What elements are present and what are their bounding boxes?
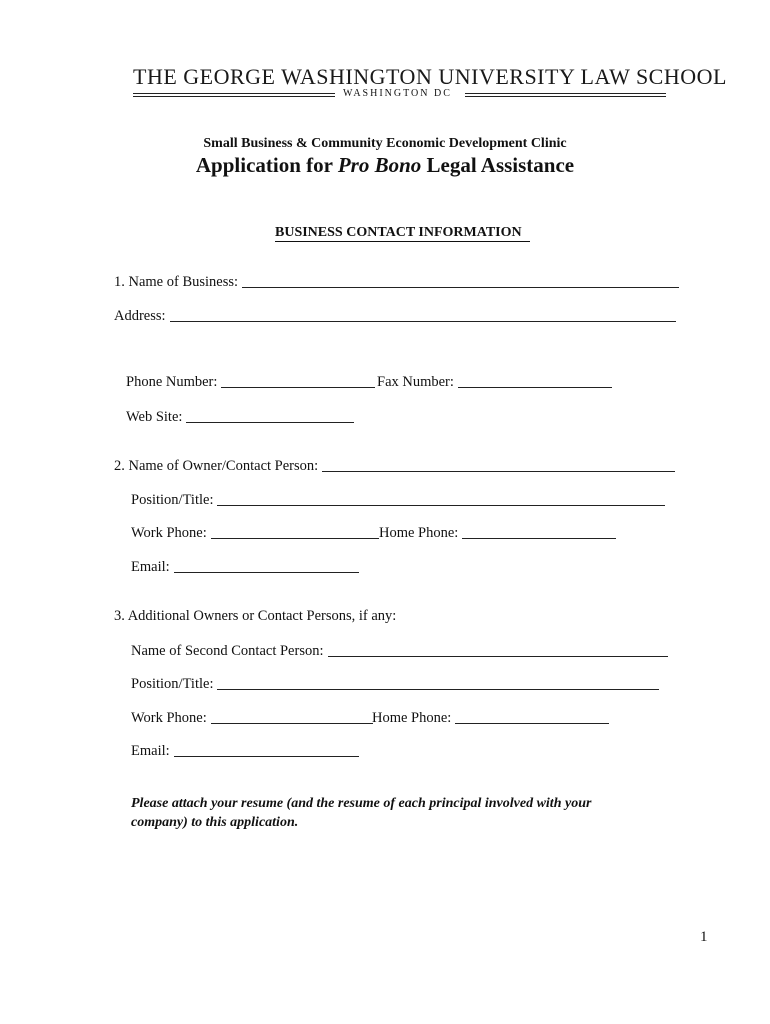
email-field-1[interactable] [131, 559, 359, 576]
clinic-name: Small Business & Community Economic Development Clinic [203, 136, 567, 151]
title-italic: Pro Bono [337, 153, 422, 177]
website-line[interactable] [186, 422, 354, 423]
email-label-1: Email: [131, 559, 170, 575]
address-field[interactable] [114, 308, 676, 325]
home-phone-field-1[interactable] [379, 525, 616, 542]
work-phone-field-2[interactable] [131, 710, 373, 727]
additional-contacts-heading [114, 608, 396, 625]
position-title-label-1: Position/Title: [131, 492, 214, 508]
second-contact-line[interactable] [328, 656, 668, 657]
home-phone-line-1[interactable] [462, 538, 616, 539]
address-label: Address: [114, 308, 166, 324]
work-phone-label-2: Work Phone: [131, 710, 207, 726]
additional-contacts-label: 3. Additional Owners or Contact Persons, if any: [114, 608, 397, 624]
address-line[interactable] [170, 321, 676, 322]
phone-label: Phone Number: [126, 374, 218, 390]
email-label-2: Email: [131, 743, 170, 759]
title-prefix: Application for [195, 153, 333, 177]
website-label: Web Site: [126, 409, 183, 425]
owner-contact-label: 2. Name of Owner/Contact Person: [114, 458, 319, 474]
work-phone-field-1[interactable] [131, 525, 379, 542]
title-suffix: Legal Assistance [426, 153, 575, 177]
email-line-1[interactable] [174, 572, 359, 573]
email-line-2[interactable] [174, 756, 359, 757]
position-title-field-2[interactable] [131, 676, 659, 693]
business-name-line[interactable] [242, 287, 679, 288]
page-number: 1 [700, 929, 708, 945]
second-contact-field[interactable] [131, 643, 668, 660]
letterhead-rule-left [133, 93, 335, 97]
letterhead-rule-right [465, 93, 666, 97]
letterhead-location: WASHINGTON DC [343, 88, 452, 99]
owner-contact-line[interactable] [322, 471, 675, 472]
email-field-2[interactable] [131, 743, 359, 760]
fax-label: Fax Number: [377, 374, 454, 390]
business-name-field[interactable] [114, 274, 679, 291]
home-phone-field-2[interactable] [372, 710, 609, 727]
work-phone-line-1[interactable] [211, 538, 379, 539]
fax-line[interactable] [458, 387, 612, 388]
work-phone-label-1: Work Phone: [131, 525, 207, 541]
business-name-label: 1. Name of Business: [114, 274, 239, 290]
home-phone-line-2[interactable] [455, 723, 609, 724]
website-field[interactable] [126, 409, 354, 426]
owner-contact-field[interactable] [114, 458, 675, 475]
phone-field[interactable] [126, 374, 375, 391]
letterhead-school-name: THE GEORGE WASHINGTON UNIVERSITY LAW SCHOOL [133, 64, 727, 89]
work-phone-line-2[interactable] [211, 723, 373, 724]
phone-line[interactable] [221, 387, 375, 388]
resume-note: Please attach your resume (and the resume of each principal involved with your company) to this application. [131, 796, 592, 830]
fax-field[interactable] [377, 374, 612, 391]
position-title-field-1[interactable] [131, 492, 665, 509]
position-title-line-2[interactable] [217, 689, 659, 690]
section-heading: BUSINESS CONTACT INFORMATION [275, 225, 530, 242]
application-title [0, 153, 770, 178]
second-contact-label: Name of Second Contact Person: [131, 643, 324, 659]
home-phone-label-1: Home Phone: [379, 525, 459, 541]
home-phone-label-2: Home Phone: [372, 710, 452, 726]
position-title-label-2: Position/Title: [131, 676, 214, 692]
position-title-line-1[interactable] [217, 505, 665, 506]
letterhead-rule [133, 89, 666, 103]
